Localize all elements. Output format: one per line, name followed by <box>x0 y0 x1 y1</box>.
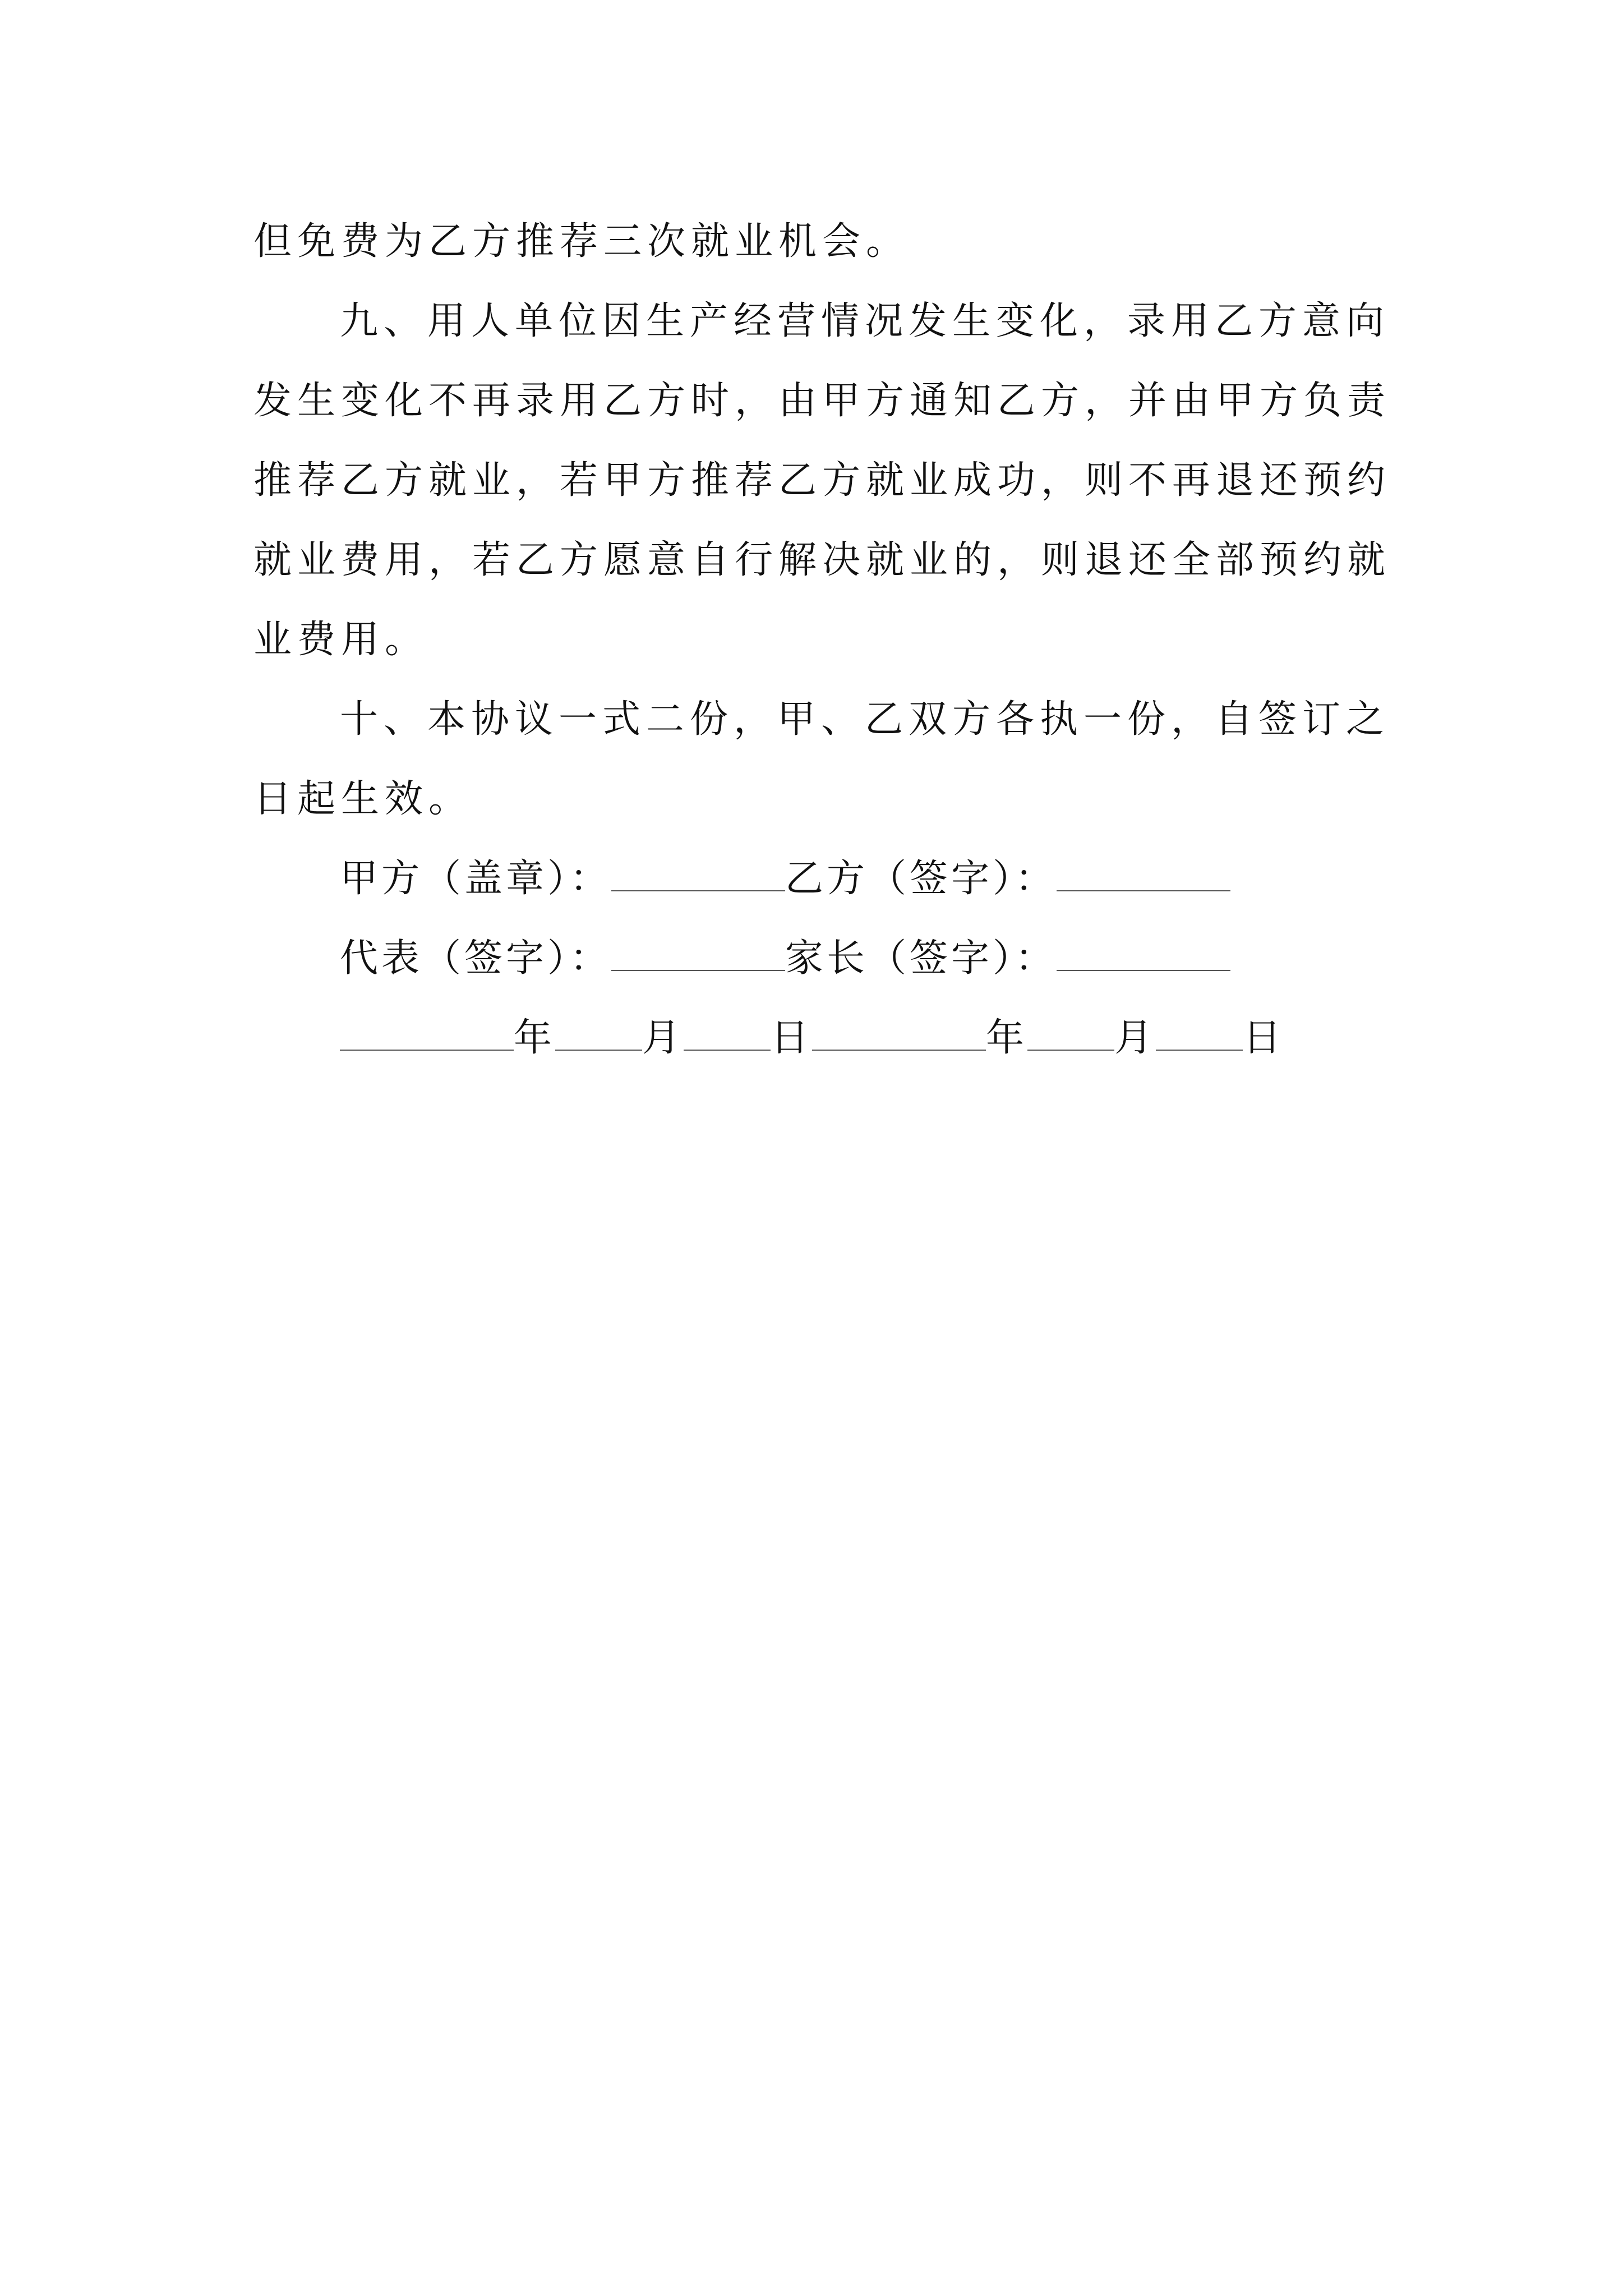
date-a-day-blank[interactable] <box>684 1022 771 1051</box>
party-b-label: 乙方（签字）： <box>785 857 1057 901</box>
parent-label: 家长（签字）： <box>785 936 1057 981</box>
paragraph-line: 推荐乙方就业，若甲方推荐乙方就业成功，则不再退还预约 <box>253 458 1391 503</box>
party-a-label: 甲方（盖章）： <box>340 857 612 901</box>
document-body <box>253 202 1391 1078</box>
signature-row-seal <box>253 839 1381 919</box>
date-b-year-blank[interactable] <box>812 1022 986 1051</box>
date-a-year-blank[interactable] <box>340 1022 514 1051</box>
date-a-year-label: 年 <box>514 1016 556 1060</box>
date-a-month-blank[interactable] <box>555 1022 642 1051</box>
paragraph-line: 就业费用，若乙方愿意自行解决就业的，则退还全部预约就 <box>253 538 1391 582</box>
party-a-signature-blank[interactable] <box>611 862 785 891</box>
date-a-day-label: 日 <box>771 1016 813 1060</box>
date-b-month-label: 月 <box>1114 1016 1156 1060</box>
date-b-day-blank[interactable] <box>1156 1022 1243 1051</box>
rep-signature-blank[interactable] <box>611 942 785 971</box>
date-b-day-label: 日 <box>1243 1016 1285 1060</box>
date-b-month-blank[interactable] <box>1027 1022 1114 1051</box>
rep-label: 代表（签字）： <box>340 936 612 981</box>
date-row <box>253 999 1381 1078</box>
paragraph-line: 十、本协议一式二份，甲、乙双方各执一份，自签订之 <box>340 697 1390 742</box>
date-a-month-label: 月 <box>642 1016 684 1060</box>
paragraph-line: 日起生效。 <box>253 777 473 821</box>
party-b-signature-blank[interactable] <box>1057 862 1230 891</box>
paragraph-line: 九、用人单位因生产经营情况发生变化，录用乙方意向 <box>340 299 1390 343</box>
parent-signature-blank[interactable] <box>1057 942 1230 971</box>
paragraph-line: 业费用。 <box>253 618 429 662</box>
signature-row-rep <box>253 919 1381 999</box>
paragraph-line: 但免费为乙方推荐三次就业机会。 <box>253 219 910 264</box>
date-b-year-label: 年 <box>986 1016 1028 1060</box>
paragraph-line: 发生变化不再录用乙方时，由甲方通知乙方，并由甲方负责 <box>253 379 1391 423</box>
